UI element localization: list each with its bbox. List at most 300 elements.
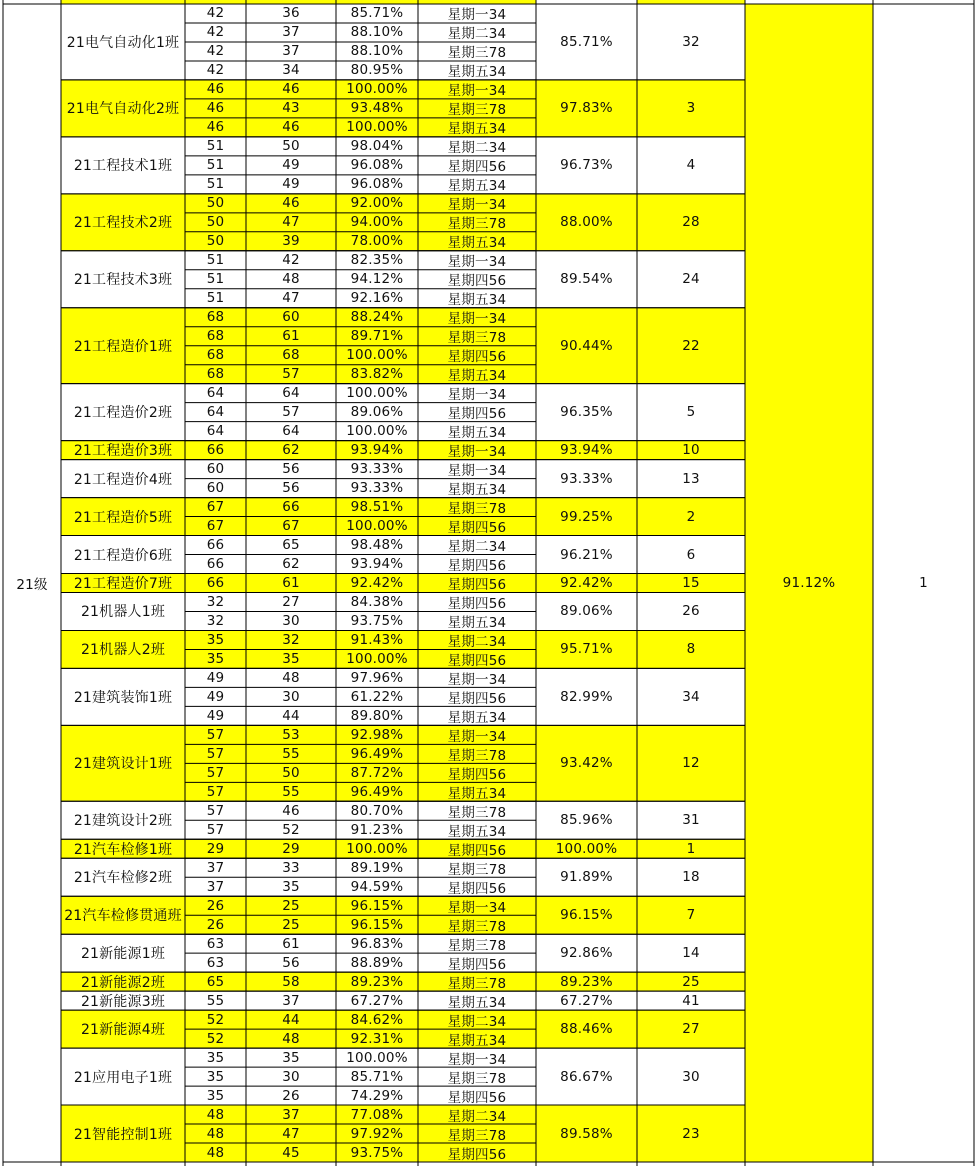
total-students-cell[interactable]: 42 [206, 62, 225, 79]
class-name-cell[interactable]: 21电气自动化1班 [66, 34, 180, 51]
session-day-cell[interactable]: 星期五34 [418, 365, 536, 384]
attendance-rate-cell[interactable]: 93.75% [336, 1143, 418, 1162]
session-day-cell[interactable]: 星期一34 [447, 387, 507, 403]
attendance-rate-cell[interactable]: 93.94% [336, 441, 418, 460]
class-rank-cell[interactable]: 12 [637, 725, 745, 801]
total-students-cell[interactable]: 60 [206, 461, 225, 478]
class-rate-cell[interactable]: 89.54% [560, 271, 613, 288]
attendance-rate-cell[interactable]: 85.71% [350, 5, 404, 22]
total-students-cell[interactable]: 57 [185, 725, 246, 744]
attendance-rate-cell[interactable]: 88.10% [350, 24, 404, 41]
attendance-rate-cell[interactable]: 92.42% [336, 574, 418, 593]
attendance-rate-cell[interactable]: 87.72% [336, 763, 418, 782]
present-students-cell[interactable]: 27 [282, 593, 300, 610]
session-day-cell[interactable]: 星期一34 [418, 896, 536, 915]
attendance-rate-cell[interactable]: 100.00% [336, 839, 418, 858]
total-students-cell[interactable]: 57 [185, 782, 246, 801]
attendance-rate-cell[interactable]: 78.00% [336, 232, 418, 251]
attendance-rate-cell[interactable]: 100.00% [346, 385, 408, 402]
class-name-cell[interactable]: 21工程造价4班 [73, 471, 173, 488]
present-students-cell[interactable]: 53 [246, 725, 336, 744]
present-students-cell[interactable]: 61 [282, 935, 300, 952]
present-students-cell[interactable]: 48 [282, 271, 300, 288]
session-day-cell[interactable]: 星期三78 [418, 915, 536, 934]
total-students-cell[interactable]: 46 [185, 99, 246, 118]
present-students-cell[interactable]: 68 [246, 346, 336, 365]
attendance-rate-cell[interactable]: 84.38% [350, 593, 404, 610]
attendance-rate-cell[interactable]: 100.00% [336, 118, 418, 137]
class-name-cell[interactable]: 21工程造价2班 [73, 405, 173, 422]
session-day-cell[interactable]: 星期四56 [447, 273, 507, 289]
attendance-rate-cell[interactable]: 89.06% [350, 404, 404, 421]
attendance-rate-cell[interactable]: 92.31% [336, 1029, 418, 1048]
total-students-cell[interactable]: 35 [206, 1087, 225, 1104]
attendance-rate-cell[interactable]: 94.12% [350, 271, 404, 288]
class-name-cell[interactable]: 21工程造价5班 [61, 498, 185, 536]
class-rank-cell[interactable]: 7 [637, 896, 745, 934]
present-students-cell[interactable]: 30 [282, 1068, 300, 1085]
class-name-cell[interactable]: 21工程造价1班 [61, 308, 185, 384]
session-day-cell[interactable]: 星期三78 [418, 498, 536, 517]
attendance-rate-cell[interactable]: 100.00% [336, 517, 418, 536]
class-rate-cell[interactable]: 96.73% [560, 157, 613, 174]
attendance-rate-cell[interactable]: 77.08% [336, 1105, 418, 1124]
total-students-cell[interactable]: 68 [185, 365, 246, 384]
present-students-cell[interactable]: 30 [282, 688, 300, 705]
session-day-cell[interactable]: 星期一34 [447, 7, 507, 23]
present-students-cell[interactable]: 39 [246, 232, 336, 251]
attendance-rate-cell[interactable]: 85.71% [350, 1068, 404, 1085]
session-day-cell[interactable]: 星期五34 [447, 994, 507, 1011]
session-day-cell[interactable]: 星期四56 [418, 574, 536, 593]
session-day-cell[interactable]: 星期四56 [418, 517, 536, 536]
attendance-rate-cell[interactable]: 100.00% [346, 423, 408, 440]
total-students-cell[interactable]: 60 [206, 480, 225, 497]
class-name-cell[interactable]: 21智能控制1班 [61, 1105, 185, 1162]
class-rank-cell[interactable]: 1 [637, 839, 745, 858]
total-students-cell[interactable]: 42 [206, 24, 225, 41]
session-day-cell[interactable]: 星期五34 [418, 118, 536, 137]
present-students-cell[interactable]: 44 [246, 1010, 336, 1029]
attendance-rate-cell[interactable]: 92.98% [336, 725, 418, 744]
total-students-cell[interactable]: 49 [206, 669, 225, 686]
session-day-cell[interactable]: 星期四56 [447, 406, 507, 422]
session-day-cell[interactable]: 星期三78 [418, 744, 536, 763]
attendance-rate-cell[interactable]: 100.00% [336, 346, 418, 365]
present-students-cell[interactable]: 47 [246, 213, 336, 232]
session-day-cell[interactable]: 星期五34 [447, 823, 507, 840]
total-students-cell[interactable]: 64 [206, 404, 225, 421]
class-name-cell[interactable]: 21工程技术3班 [73, 272, 173, 289]
session-day-cell[interactable]: 星期四56 [418, 1143, 536, 1162]
class-rank-cell[interactable]: 41 [682, 992, 700, 1009]
total-students-cell[interactable]: 42 [206, 43, 225, 60]
present-students-cell[interactable]: 56 [282, 461, 300, 478]
class-rate-cell[interactable]: 88.46% [536, 1010, 637, 1048]
attendance-rate-cell[interactable]: 98.48% [350, 537, 404, 554]
class-rate-cell[interactable]: 89.58% [536, 1105, 637, 1162]
session-day-cell[interactable]: 星期三78 [418, 327, 536, 346]
present-students-cell[interactable]: 62 [246, 441, 336, 460]
session-day-cell[interactable]: 星期四56 [447, 595, 507, 612]
total-students-cell[interactable]: 46 [185, 80, 246, 99]
session-day-cell[interactable]: 星期一34 [418, 725, 536, 744]
session-day-cell[interactable]: 星期一34 [447, 254, 507, 270]
class-rank-cell[interactable]: 3 [637, 80, 745, 137]
present-students-cell[interactable]: 36 [282, 5, 300, 22]
attendance-rate-cell[interactable]: 96.08% [350, 157, 404, 174]
session-day-cell[interactable]: 星期四56 [418, 649, 536, 668]
present-students-cell[interactable]: 25 [246, 896, 336, 915]
total-students-cell[interactable]: 49 [206, 688, 225, 705]
attendance-rate-cell[interactable]: 80.70% [350, 802, 404, 819]
total-students-cell[interactable]: 51 [206, 176, 225, 193]
session-day-cell[interactable]: 星期五34 [447, 292, 507, 308]
present-students-cell[interactable]: 33 [282, 859, 300, 876]
present-students-cell[interactable]: 49 [282, 157, 300, 174]
session-day-cell[interactable]: 星期三78 [418, 972, 536, 991]
grade-rank-cell[interactable]: 1 [919, 575, 928, 591]
total-students-cell[interactable]: 55 [206, 992, 225, 1009]
class-name-cell[interactable]: 21汽车检修贯通班 [61, 896, 185, 934]
total-students-cell[interactable]: 26 [185, 896, 246, 915]
attendance-rate-cell[interactable]: 67.27% [350, 992, 404, 1009]
present-students-cell[interactable]: 48 [246, 1029, 336, 1048]
class-rank-cell[interactable]: 6 [686, 546, 696, 563]
attendance-rate-cell[interactable]: 83.82% [336, 365, 418, 384]
class-rank-cell[interactable]: 34 [682, 688, 700, 705]
session-day-cell[interactable]: 星期二34 [447, 140, 507, 156]
total-students-cell[interactable]: 51 [206, 290, 225, 307]
session-day-cell[interactable]: 星期二34 [418, 630, 536, 649]
attendance-rate-cell[interactable]: 91.23% [350, 821, 404, 838]
class-rate-cell[interactable]: 89.23% [536, 972, 637, 991]
class-name-cell[interactable]: 21电气自动化2班 [61, 80, 185, 137]
session-day-cell[interactable]: 星期四56 [447, 159, 507, 175]
class-name-cell[interactable]: 21机器人2班 [61, 630, 185, 668]
attendance-rate-cell[interactable]: 94.59% [350, 878, 404, 895]
present-students-cell[interactable]: 46 [282, 802, 300, 819]
present-students-cell[interactable]: 66 [246, 498, 336, 517]
total-students-cell[interactable]: 42 [206, 5, 225, 22]
session-day-cell[interactable]: 星期五34 [447, 425, 507, 441]
class-rate-cell[interactable]: 96.21% [560, 546, 613, 563]
attendance-rate-cell[interactable]: 74.29% [350, 1087, 404, 1104]
present-students-cell[interactable]: 43 [246, 99, 336, 118]
present-students-cell[interactable]: 46 [246, 118, 336, 137]
class-name-cell[interactable]: 21工程技术1班 [73, 158, 173, 175]
session-day-cell[interactable]: 星期五34 [418, 782, 536, 801]
session-day-cell[interactable]: 星期五34 [447, 64, 507, 80]
attendance-rate-cell[interactable]: 93.33% [350, 461, 404, 478]
total-students-cell[interactable]: 29 [185, 839, 246, 858]
class-rate-cell[interactable]: 93.94% [536, 441, 637, 460]
session-day-cell[interactable]: 星期五34 [418, 1029, 536, 1048]
class-rate-cell[interactable]: 85.96% [560, 812, 613, 829]
class-rate-cell[interactable]: 89.06% [560, 603, 613, 620]
class-rate-cell[interactable]: 93.33% [560, 470, 613, 487]
present-students-cell[interactable]: 49 [282, 176, 300, 193]
total-students-cell[interactable]: 48 [185, 1105, 246, 1124]
class-rate-cell[interactable]: 96.15% [536, 896, 637, 934]
class-rank-cell[interactable]: 15 [637, 574, 745, 593]
class-rank-cell[interactable]: 31 [682, 812, 700, 829]
session-day-cell[interactable]: 星期一34 [418, 441, 536, 460]
session-day-cell[interactable]: 星期五34 [418, 232, 536, 251]
class-name-cell[interactable]: 21工程技术2班 [61, 194, 185, 251]
attendance-rate-cell[interactable]: 89.23% [336, 972, 418, 991]
present-students-cell[interactable]: 35 [246, 649, 336, 668]
session-day-cell[interactable]: 星期二34 [418, 1105, 536, 1124]
session-day-cell[interactable]: 星期一34 [447, 671, 507, 688]
attendance-rate-cell[interactable]: 91.43% [336, 630, 418, 649]
total-students-cell[interactable]: 65 [185, 972, 246, 991]
attendance-rate-cell[interactable]: 88.10% [350, 43, 404, 60]
present-students-cell[interactable]: 67 [246, 517, 336, 536]
class-rank-cell[interactable]: 13 [682, 470, 700, 487]
attendance-rate-cell[interactable]: 80.95% [350, 62, 404, 79]
session-day-cell[interactable]: 星期三78 [447, 861, 507, 878]
class-rank-cell[interactable]: 32 [682, 33, 700, 50]
session-day-cell[interactable]: 星期四56 [418, 346, 536, 365]
class-name-cell[interactable]: 21建筑装饰1班 [73, 689, 173, 706]
class-name-cell[interactable]: 21工程造价7班 [61, 574, 185, 593]
attendance-rate-cell[interactable]: 96.49% [336, 744, 418, 763]
total-students-cell[interactable]: 37 [206, 878, 225, 895]
class-name-cell[interactable]: 21工程造价3班 [61, 441, 185, 460]
present-students-cell[interactable]: 62 [282, 556, 300, 572]
session-day-cell[interactable]: 星期三78 [418, 213, 536, 232]
present-students-cell[interactable]: 64 [282, 423, 300, 440]
attendance-rate-cell[interactable]: 100.00% [336, 649, 418, 668]
attendance-rate-cell[interactable]: 92.00% [336, 194, 418, 213]
class-name-cell[interactable]: 21建筑设计1班 [61, 725, 185, 801]
present-students-cell[interactable]: 35 [282, 1049, 300, 1066]
present-students-cell[interactable]: 56 [282, 954, 300, 971]
present-students-cell[interactable]: 55 [246, 744, 336, 763]
class-rate-cell[interactable]: 100.00% [536, 839, 637, 858]
attendance-rate-cell[interactable]: 89.19% [350, 859, 404, 876]
present-students-cell[interactable]: 52 [282, 821, 300, 838]
total-students-cell[interactable]: 63 [206, 935, 225, 952]
class-name-cell[interactable]: 21汽车检修1班 [61, 839, 185, 858]
attendance-rate-cell[interactable]: 88.24% [336, 308, 418, 327]
attendance-rate-cell[interactable]: 89.80% [350, 707, 404, 724]
total-students-cell[interactable]: 57 [185, 763, 246, 782]
session-day-cell[interactable]: 星期五34 [447, 482, 507, 498]
class-rank-cell[interactable]: 28 [637, 194, 745, 251]
total-students-cell[interactable]: 51 [206, 157, 225, 174]
total-students-cell[interactable]: 48 [185, 1124, 246, 1143]
class-rate-cell[interactable]: 85.71% [560, 33, 613, 50]
class-rank-cell[interactable]: 2 [637, 498, 745, 536]
session-day-cell[interactable]: 星期二34 [418, 1010, 536, 1029]
present-students-cell[interactable]: 30 [282, 612, 300, 629]
class-name-cell[interactable]: 21机器人1班 [80, 604, 166, 621]
total-students-cell[interactable]: 67 [185, 517, 246, 536]
present-students-cell[interactable]: 48 [282, 669, 300, 686]
class-name-cell[interactable]: 21新能源4班 [61, 1010, 185, 1048]
class-rank-cell[interactable]: 5 [686, 404, 696, 421]
present-students-cell[interactable]: 25 [246, 915, 336, 934]
class-rate-cell[interactable]: 82.99% [560, 688, 613, 705]
present-students-cell[interactable]: 47 [246, 1124, 336, 1143]
total-students-cell[interactable]: 50 [185, 213, 246, 232]
class-rank-cell[interactable]: 8 [637, 630, 745, 668]
grade-rate-cell[interactable]: 91.12% [745, 4, 873, 1162]
present-students-cell[interactable]: 55 [246, 782, 336, 801]
grade-label-cell[interactable]: 21级 [16, 577, 48, 593]
class-name-cell[interactable]: 21新能源3班 [80, 993, 166, 1010]
class-rank-cell[interactable]: 25 [637, 972, 745, 991]
total-students-cell[interactable]: 35 [206, 1068, 225, 1085]
attendance-rate-cell[interactable]: 61.22% [350, 688, 404, 705]
attendance-rate-cell[interactable]: 98.04% [350, 138, 404, 155]
total-students-cell[interactable]: 57 [185, 744, 246, 763]
present-students-cell[interactable]: 37 [282, 43, 300, 60]
present-students-cell[interactable]: 56 [282, 480, 300, 497]
session-day-cell[interactable]: 星期三78 [418, 99, 536, 118]
total-students-cell[interactable]: 35 [185, 649, 246, 668]
attendance-rate-cell[interactable]: 100.00% [346, 1049, 408, 1066]
present-students-cell[interactable]: 47 [282, 290, 300, 307]
attendance-rate-cell[interactable]: 96.15% [336, 896, 418, 915]
class-rate-cell[interactable]: 97.83% [536, 80, 637, 137]
present-students-cell[interactable]: 45 [246, 1143, 336, 1162]
total-students-cell[interactable]: 35 [185, 630, 246, 649]
session-day-cell[interactable]: 星期四56 [418, 763, 536, 782]
total-students-cell[interactable]: 68 [185, 327, 246, 346]
class-rank-cell[interactable]: 4 [686, 157, 696, 174]
present-students-cell[interactable]: 60 [246, 308, 336, 327]
session-day-cell[interactable]: 星期一34 [418, 194, 536, 213]
present-students-cell[interactable]: 42 [282, 252, 300, 269]
session-day-cell[interactable]: 星期一34 [418, 80, 536, 99]
total-students-cell[interactable]: 50 [185, 232, 246, 251]
total-students-cell[interactable]: 51 [206, 271, 225, 288]
attendance-rate-cell[interactable]: 82.35% [350, 252, 404, 269]
total-students-cell[interactable]: 49 [206, 707, 225, 724]
total-students-cell[interactable]: 67 [185, 498, 246, 517]
present-students-cell[interactable]: 32 [246, 630, 336, 649]
attendance-rate-cell[interactable]: 84.62% [336, 1010, 418, 1029]
total-students-cell[interactable]: 68 [185, 346, 246, 365]
class-rate-cell[interactable]: 96.35% [560, 404, 613, 421]
attendance-rate-cell[interactable]: 93.75% [350, 612, 404, 629]
total-students-cell[interactable]: 57 [206, 802, 225, 819]
present-students-cell[interactable]: 29 [246, 839, 336, 858]
session-day-cell[interactable]: 星期四56 [447, 1089, 507, 1106]
session-day-cell[interactable]: 星期四56 [447, 558, 507, 574]
present-students-cell[interactable]: 64 [282, 385, 300, 402]
total-students-cell[interactable]: 51 [206, 252, 225, 269]
session-day-cell[interactable]: 星期四56 [418, 839, 536, 858]
present-students-cell[interactable]: 50 [246, 763, 336, 782]
present-students-cell[interactable]: 58 [246, 972, 336, 991]
present-students-cell[interactable]: 46 [246, 80, 336, 99]
class-rate-cell[interactable]: 93.42% [536, 725, 637, 801]
class-rank-cell[interactable]: 14 [682, 945, 700, 962]
present-students-cell[interactable]: 26 [282, 1087, 300, 1104]
session-day-cell[interactable]: 星期二34 [447, 26, 507, 42]
attendance-rate-cell[interactable]: 94.00% [336, 213, 418, 232]
present-students-cell[interactable]: 44 [282, 707, 300, 724]
attendance-rate-cell[interactable]: 97.92% [336, 1124, 418, 1143]
total-students-cell[interactable]: 51 [206, 138, 225, 155]
present-students-cell[interactable]: 50 [282, 138, 300, 155]
attendance-rate-cell[interactable]: 92.16% [350, 290, 404, 307]
present-students-cell[interactable]: 35 [282, 878, 300, 895]
attendance-rate-cell[interactable]: 96.15% [336, 915, 418, 934]
session-day-cell[interactable]: 星期一34 [418, 308, 536, 327]
session-day-cell[interactable]: 星期三78 [418, 1124, 536, 1143]
class-rank-cell[interactable]: 24 [682, 271, 700, 288]
attendance-rate-cell[interactable]: 100.00% [336, 80, 418, 99]
class-rate-cell[interactable]: 67.27% [560, 992, 613, 1009]
attendance-rate-cell[interactable]: 98.51% [336, 498, 418, 517]
class-rank-cell[interactable]: 26 [682, 603, 700, 620]
total-students-cell[interactable]: 66 [185, 574, 246, 593]
session-day-cell[interactable]: 星期五34 [447, 709, 507, 726]
session-day-cell[interactable]: 星期五34 [447, 614, 507, 631]
session-day-cell[interactable]: 星期三78 [447, 937, 507, 954]
total-students-cell[interactable]: 26 [185, 915, 246, 934]
class-rate-cell[interactable]: 95.71% [536, 630, 637, 668]
total-students-cell[interactable]: 48 [185, 1143, 246, 1162]
class-rank-cell[interactable]: 18 [682, 869, 700, 886]
total-students-cell[interactable]: 52 [185, 1029, 246, 1048]
class-rate-cell[interactable]: 90.44% [536, 308, 637, 384]
class-rank-cell[interactable]: 22 [637, 308, 745, 384]
session-day-cell[interactable]: 星期二34 [447, 539, 507, 555]
class-name-cell[interactable]: 21工程造价6班 [73, 547, 173, 564]
present-students-cell[interactable]: 37 [246, 1105, 336, 1124]
class-rate-cell[interactable]: 86.67% [560, 1068, 613, 1085]
class-name-cell[interactable]: 21汽车检修2班 [73, 870, 173, 887]
class-rate-cell[interactable]: 88.00% [536, 194, 637, 251]
attendance-rate-cell[interactable]: 89.71% [336, 327, 418, 346]
present-students-cell[interactable]: 65 [282, 537, 300, 554]
session-day-cell[interactable]: 星期四56 [447, 690, 507, 707]
attendance-rate-cell[interactable]: 93.94% [350, 556, 404, 572]
session-day-cell[interactable]: 星期三78 [447, 45, 507, 61]
present-students-cell[interactable]: 61 [246, 574, 336, 593]
class-rate-cell[interactable]: 92.86% [560, 945, 613, 962]
present-students-cell[interactable]: 57 [282, 404, 300, 421]
class-name-cell[interactable]: 21建筑设计2班 [73, 813, 173, 830]
class-name-cell[interactable]: 21新能源2班 [61, 972, 185, 991]
class-name-cell[interactable]: 21新能源1班 [80, 946, 166, 963]
attendance-rate-cell[interactable]: 93.48% [336, 99, 418, 118]
present-students-cell[interactable]: 57 [246, 365, 336, 384]
attendance-rate-cell[interactable]: 96.08% [350, 176, 404, 193]
class-rate-cell[interactable]: 99.25% [536, 498, 637, 536]
class-rank-cell[interactable]: 10 [637, 441, 745, 460]
total-students-cell[interactable]: 46 [185, 118, 246, 137]
session-day-cell[interactable]: 星期一34 [447, 1051, 507, 1068]
class-rank-cell[interactable]: 27 [637, 1010, 745, 1048]
total-students-cell[interactable]: 66 [206, 537, 225, 554]
session-day-cell[interactable]: 星期三78 [447, 804, 507, 821]
total-students-cell[interactable]: 64 [206, 385, 225, 402]
present-students-cell[interactable]: 46 [246, 194, 336, 213]
present-students-cell[interactable]: 37 [282, 24, 300, 41]
attendance-rate-cell[interactable]: 97.96% [350, 669, 404, 686]
present-students-cell[interactable]: 37 [282, 992, 300, 1009]
class-rate-cell[interactable]: 91.89% [560, 869, 613, 886]
total-students-cell[interactable]: 68 [185, 308, 246, 327]
session-day-cell[interactable]: 星期一34 [447, 463, 507, 479]
